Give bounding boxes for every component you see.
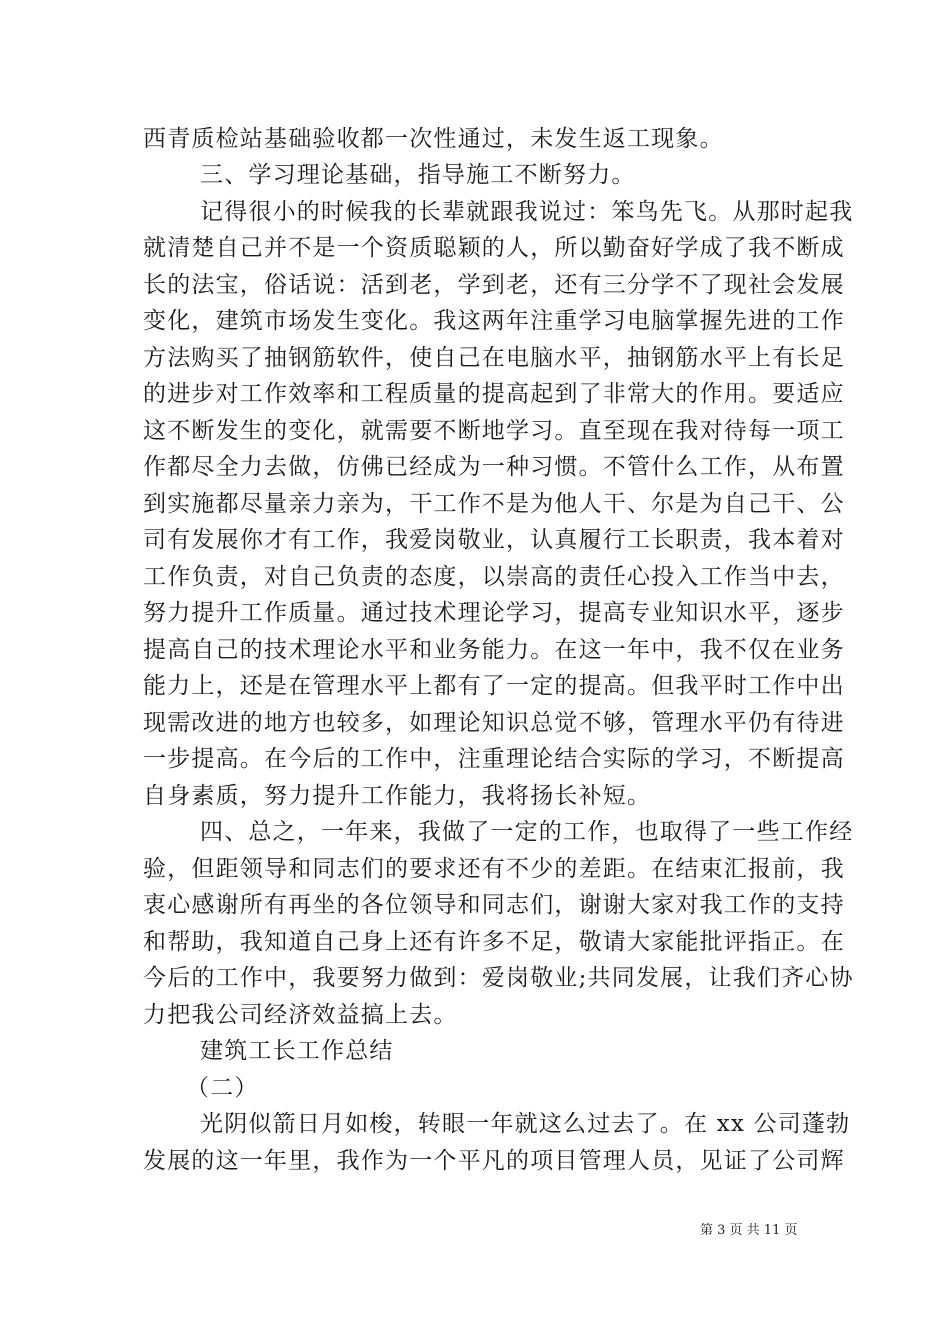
text-line: 努力提升工作质量。通过技术理论学习，提高专业知识水平，逐步 bbox=[143, 600, 845, 626]
text-line: 司有发展你才有工作，我爱岗敬业，认真履行工长职责，我本着对 bbox=[143, 527, 845, 553]
text-line: 变化，建筑市场发生变化。我这两年注重学习电脑掌握先进的工作 bbox=[143, 308, 845, 334]
text-line: 工作负责，对自己负责的态度，以崇高的责任心投入工作当中去， bbox=[143, 564, 845, 590]
text-line: 到实施都尽量亲力亲为，干工作不是为他人干、尔是为自己干、公 bbox=[143, 491, 845, 517]
text-line: 能力上，还是在管理水平上都有了一定的提高。但我平时工作中出 bbox=[143, 673, 845, 699]
text-line: 就清楚自己并不是一个资质聪颖的人，所以勤奋好学成了我不断成 bbox=[143, 235, 845, 261]
text-line: 方法购买了抽钢筋软件，使自己在电脑水平，抽钢筋水平上有长足 bbox=[143, 345, 845, 371]
text-line: 今后的工作中，我要努力做到：爱岗敬业;共同发展，让我们齐心协 bbox=[143, 965, 854, 991]
text-line: 光阴似箭日月如梭，转眼一年就这么过去了。在 xx 公司蓬勃 bbox=[200, 1111, 851, 1137]
text-line: 西青质检站基础验收都一次性通过，未发生返工现象。 bbox=[143, 126, 724, 152]
text-line: 自身素质，努力提升工作能力，我将扬长补短。 bbox=[143, 783, 652, 809]
text-line: 这不断发生的变化，就需要不断地学习。直至现在我对待每一项工 bbox=[143, 418, 845, 444]
article-part-label: （二） bbox=[186, 1075, 259, 1101]
section-heading: 三、学习理论基础，指导施工不断努力。 bbox=[200, 162, 636, 188]
text-line: 长的法宝，俗话说：活到老，学到老，还有三分学不了现社会发展 bbox=[143, 272, 845, 298]
text-line: 的进步对工作效率和工程质量的提高起到了非常大的作用。要适应 bbox=[143, 381, 845, 407]
text-line: 验，但距领导和同志们的要求还有不少的差距。在结束汇报前，我 bbox=[143, 856, 845, 882]
text-line: 记得很小的时候我的长辈就跟我说过：笨鸟先飞。从那时起我 bbox=[200, 199, 854, 225]
text-line: 四、总之，一年来，我做了一定的工作，也取得了一些工作经 bbox=[200, 819, 854, 845]
text-line: 发展的这一年里，我作为一个平凡的项目管理人员，见证了公司辉 bbox=[143, 1148, 845, 1174]
text-line: 作都尽全力去做，仿佛已经成为一种习惯。不管什么工作，从布置 bbox=[143, 454, 845, 480]
text-line: 力把我公司经济效益搞上去。 bbox=[143, 1002, 458, 1028]
article-title: 建筑工长工作总结 bbox=[200, 1038, 394, 1064]
text-line: 提高自己的技术理论水平和业务能力。在这一年中，我不仅在业务 bbox=[143, 637, 845, 663]
page-number: 第 3 页 共 11 页 bbox=[700, 1223, 798, 1238]
text-line: 一步提高。在今后的工作中，注重理论结合实际的学习，不断提高 bbox=[143, 746, 845, 772]
text-line: 现需改进的地方也较多，如理论知识总觉不够，管理水平仍有待进 bbox=[143, 710, 845, 736]
text-line: 和帮助，我知道自己身上还有许多不足，敬请大家能批评指正。在 bbox=[143, 929, 845, 955]
text-line: 衷心感谢所有再坐的各位领导和同志们，谢谢大家对我工作的支持 bbox=[143, 892, 845, 918]
